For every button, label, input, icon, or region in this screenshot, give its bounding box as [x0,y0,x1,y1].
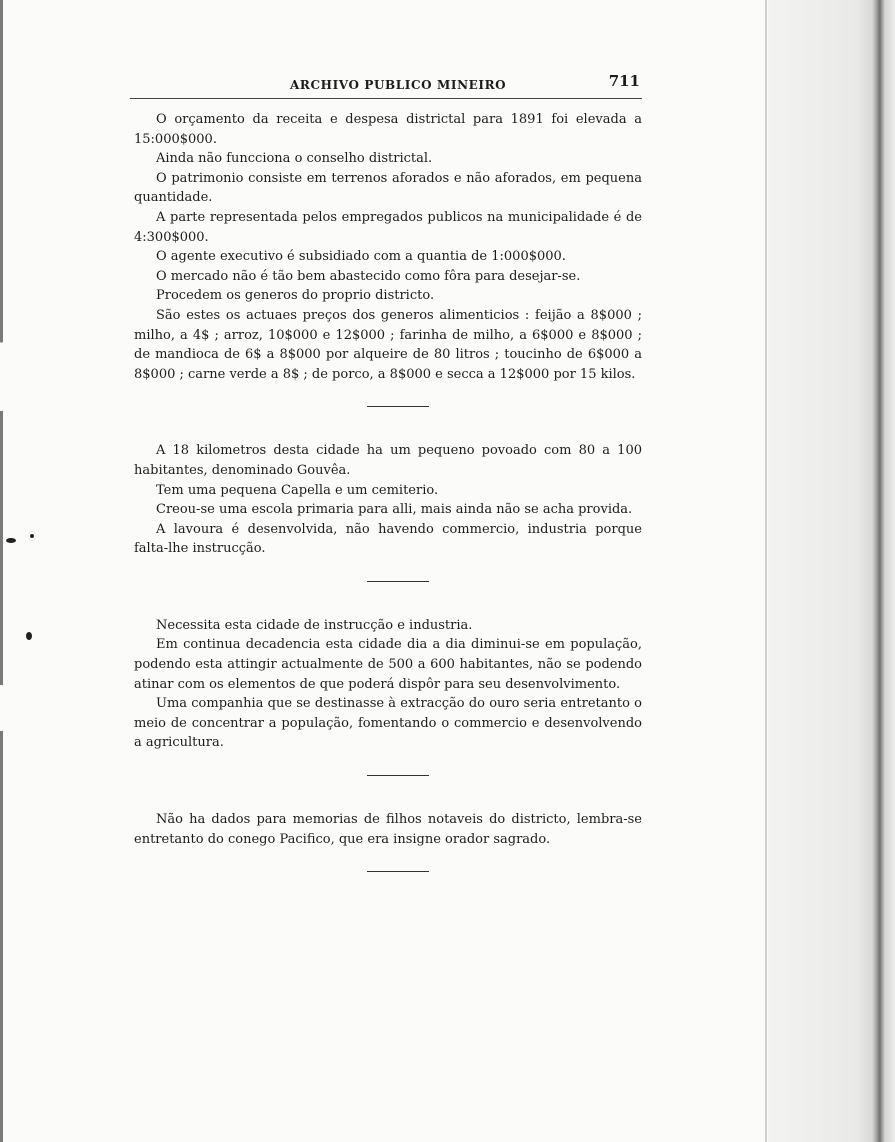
page-number: 711 [608,72,640,90]
header-rule [130,98,642,99]
section-separator [367,871,429,872]
paragraph: Necessita esta cidade de instrucção e industria. [156,617,473,633]
paragraph: O mercado não é tão bem abastecido como fôra para desejar-se. [156,268,581,284]
section-settlement [134,441,642,559]
page-header [130,68,642,98]
section-notables [134,810,642,849]
scan-left-edge [0,0,3,1142]
paragraph: Uma companhia que se destinasse à extracção do ouro seria entretanto o meio de concentrar a população, fomentando o commercio e desenvolvendo a agricultura. [134,696,642,751]
paragraph: O orçamento da receita e despesa districtal para 1891 foi elevada a 15:000$000. [134,112,642,147]
paragraph: São estes os actuaes preços dos generos alimenticios : feijão a 8$000 ; milho, a 4$ ; arroz, 10$000 e 12$000 ; farinha de milho, a 6$000 e 8$000 ; de mandioca de 6$ a 8$000 por alqueire de 80 litros ; toucinho de 6$000 a 8$000 ; carne verde a 8$ ; de porco, a 8$000 e secca a 12$000 por 15 kilos. [134,307,642,382]
paragraph: A lavoura é desenvolvida, não havendo commercio, industria porque falta-lhe instrucção. [134,521,642,557]
running-head: ARCHIVO PUBLICO MINEIRO [290,78,507,92]
paragraph: Não ha dados para memorias de filhos notaveis do districto, lembra-se entretanto do conego Pacifico, que era insigne orador sagrado. [134,812,642,847]
section-needs [134,616,642,753]
page-body [134,110,642,906]
section-separator [367,581,429,582]
paragraph: Ainda não funcciona o conselho districtal. [156,151,433,167]
paragraph: Procedem os generos do proprio districto. [156,288,435,304]
paragraph: O agente executivo é subsidiado com a quantia de 1:000$000. [156,249,566,265]
section-separator [367,406,429,407]
paragraph: A parte representada pelos empregados publicos na municipalidade é de 4:300$000. [134,209,642,245]
paragraph: Em continua decadencia esta cidade dia a dia diminui-se em população, podendo esta attingir actualmente de 500 a 600 habitantes, não se podendo atinar com os elementos de que poderá dispôr para seu desenvolvimento. [134,637,642,692]
scan-speck [30,534,34,538]
paragraph: Creou-se uma escola primaria para alli, mais ainda não se acha provida. [156,502,633,518]
paragraph: O patrimonio consiste em terrenos aforados e não aforados, em pequena quantidade. [134,170,642,206]
scan-speck [6,538,16,543]
section-separator [367,775,429,776]
scan-speck [26,632,32,640]
scan-gutter-line [765,0,767,1142]
paragraph: A 18 kilometros desta cidade ha um pequeno povoado com 80 a 100 habitantes, denominado Gouvêa. [134,443,642,478]
paragraph: Tem uma pequena Capella e um cemiterio. [156,482,439,498]
section-finances [134,110,642,384]
scan-right-edge [768,0,895,1142]
